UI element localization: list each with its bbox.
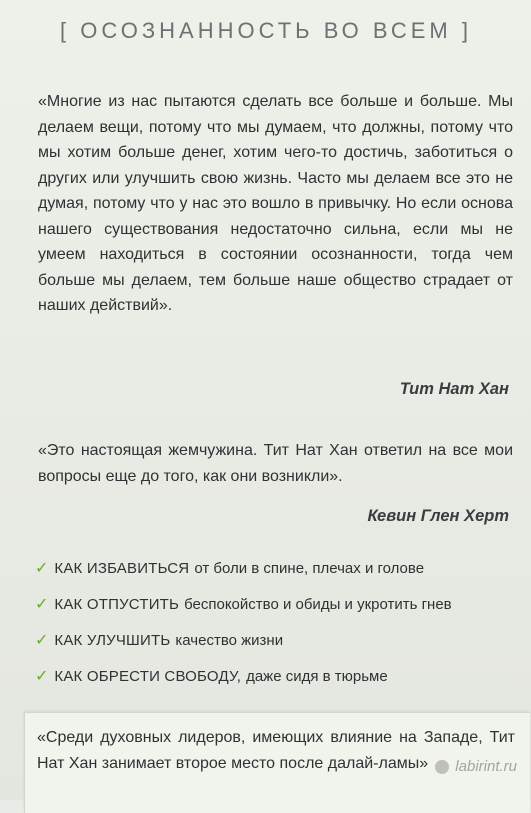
benefits-list [35,550,515,694]
benefit-caps: КАК УЛУЧШИТЬ [54,631,171,649]
quote-main: «Многие из нас пытаются сделать все больше и больше. Мы делаем вещи, потому что мы думаем, что должны, потому что мы хотим больше денег, хотим чего-то достичь, заботиться о других или улучшить свою жизнь. Часто мы делаем все это не думая, потому что у нас это вошло в привычку. Но если основа нашего существования недостаточно сильна, если мы не умеем находиться в состоянии осознанности, тогда чем больше мы делаем, тем больше наше общество страдает от наших действий». [38,93,513,314]
benefit-text: беспокойство и обиды и укротить гнев [184,595,452,613]
quote-main-author: Тит Нат Хан [399,380,509,398]
benefit-item [35,586,515,622]
benefit-item [35,622,515,658]
checkmark-icon: ✓ [35,560,49,577]
benefit-caps: КАК ОБРЕСТИ СВОБОДУ, [54,667,242,685]
benefit-text: качество жизни [175,631,284,649]
quote-bottom: «Среди духовных лидеров, имеющих влияние на Западе, Тит Нат Хан занимает второе место после далай-ламы» [37,729,515,772]
checkmark-icon: ✓ [35,632,49,649]
watermark [435,758,517,775]
benefit-item [35,550,515,586]
quote-review: «Это настоящая жемчужина. Тит Нат Хан ответил на все мои вопросы еще до того, как они возникли». [38,442,513,485]
watermark-text: labirint.ru [455,758,517,775]
watermark-logo-icon [435,760,449,774]
benefit-text: даже сидя в тюрьме [246,667,388,685]
benefit-text: от боли в спине, плечах и голове [194,559,425,577]
header-title: [ ОСОЗНАННОСТЬ ВО ВСЕМ ] [60,18,472,43]
benefit-item [35,658,515,694]
quote-review-author: Кевин Глен Херт [367,507,509,525]
benefit-caps: КАК ИЗБАВИТЬСЯ [54,559,190,577]
checkmark-icon: ✓ [35,596,49,613]
benefit-caps: КАК ОТПУСТИТЬ [54,595,180,613]
checkmark-icon: ✓ [35,668,49,685]
